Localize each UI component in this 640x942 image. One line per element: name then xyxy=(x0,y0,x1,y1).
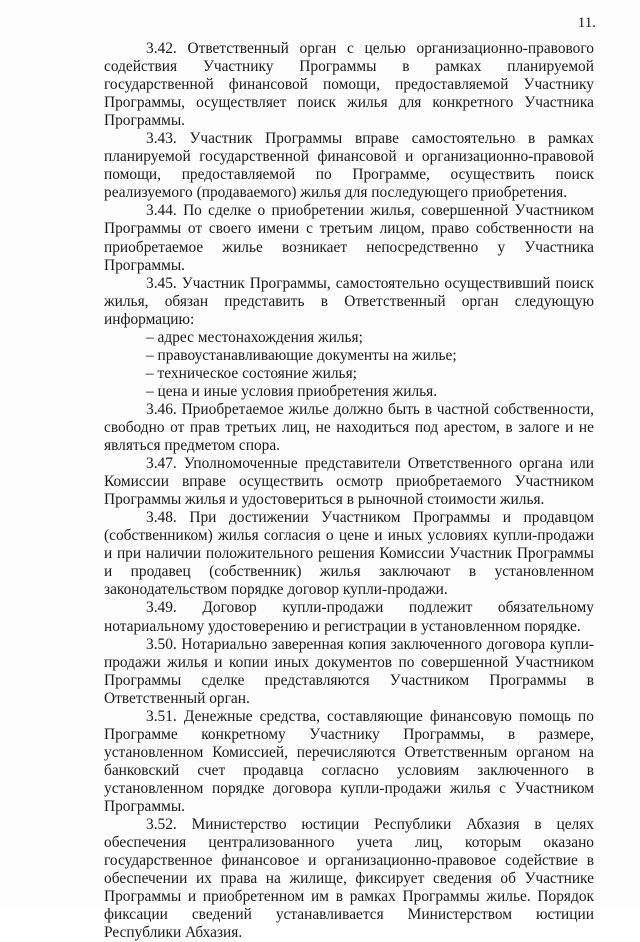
paragraph-3-50: 3.50. Нотариально заверенная копия заключенного договора купли-продажи жилья и копии иных документов по совершенной Участником Программы сделке представляются Участником Программы в Ответственный орган. xyxy=(104,635,594,707)
list-item: – цена и иные условия приобретения жилья. xyxy=(146,382,438,400)
paragraph-3-46: 3.46. Приобретаемое жилье должно быть в частной собственности, свободно от прав третьих лиц, не находиться под арестом, в залоге и не являться предметом спора. xyxy=(104,400,594,455)
page-number: 11. xyxy=(577,15,596,31)
paragraph-3-51: 3.51. Денежные средства, составляющие финансовую помощь по Программе конкретному Участнику Программы, в размере, установленном Комиссией, перечисляются Ответственным органом на банковский счет продавца согласно условиям заключенного в установленном порядке договора купли-продажи жилья с Участником Программы. xyxy=(104,707,594,815)
list-item: – адрес местонахождения жилья; xyxy=(146,328,363,346)
paragraph-3-44: 3.44. По сделке о приобретении жилья, совершенной Участником Программы от своего имени с третьим лицом, право собственности на приобретаемое жилье возникает непосредственно у Участника Программы. xyxy=(104,202,594,274)
paragraph-3-43: 3.43. Участник Программы вправе самостоятельно в рамках планируемой государственной финансовой и организационно-правовой помощи, предоставляемой по Программе, осуществить поиск реализуемого (продаваемого) жилья для последующего приобретения. xyxy=(104,130,594,202)
paragraph-3-48: 3.48. При достижении Участником Программы и продавцом (собственником) жилья согласия о цене и иных условиях купли-продажи и при наличии положительного решения Комиссии Участник Программы и продавец (собственник) жилья заключают в установленном законодательством порядке договор купли-продажи. xyxy=(104,509,594,599)
paragraph-3-47: 3.47. Уполномоченные представители Ответственного органа или Комиссии вправе осуществить осмотр приобретаемого Участником Программы жилья и удостовериться в рыночной стоимости жилья. xyxy=(104,455,594,509)
paragraph-3-45: 3.45. Участник Программы, самостоятельно осуществивший поиск жилья, обязан представить в Ответственный орган следующую информацию: xyxy=(104,274,594,328)
list-item: – техническое состояние жилья; xyxy=(146,364,357,382)
paragraph-3-42: 3.42. Ответственный орган с целью организационно-правового содействия Участнику Программы в рамках планируемой государственной финансовой помощи, предоставляемой Участнику Программы, осуществляет поиск жилья для конкретного Участника Программы. xyxy=(104,40,594,130)
paragraph-3-49: 3.49. Договор купли-продажи подлежит обязательному нотариальному удостоверению и регистрации в установленном порядке. xyxy=(104,599,594,635)
paragraph-3-52: 3.52. Министерство юстиции Республики Абхазия в целях обеспечения централизованного учета лиц, которым оказано государственное финансовое и организационно-правовое содействие в обеспечении их права на жилище, фиксирует сведения об Участнике Программы и приобретенном им в рамках Программы жилье. Порядок фиксации сведений устанавливается Министерством юстиции Республики Абхазия. xyxy=(104,816,594,942)
list-item: – правоустанавливающие документы на жилье; xyxy=(146,346,457,364)
document-body xyxy=(104,40,594,942)
